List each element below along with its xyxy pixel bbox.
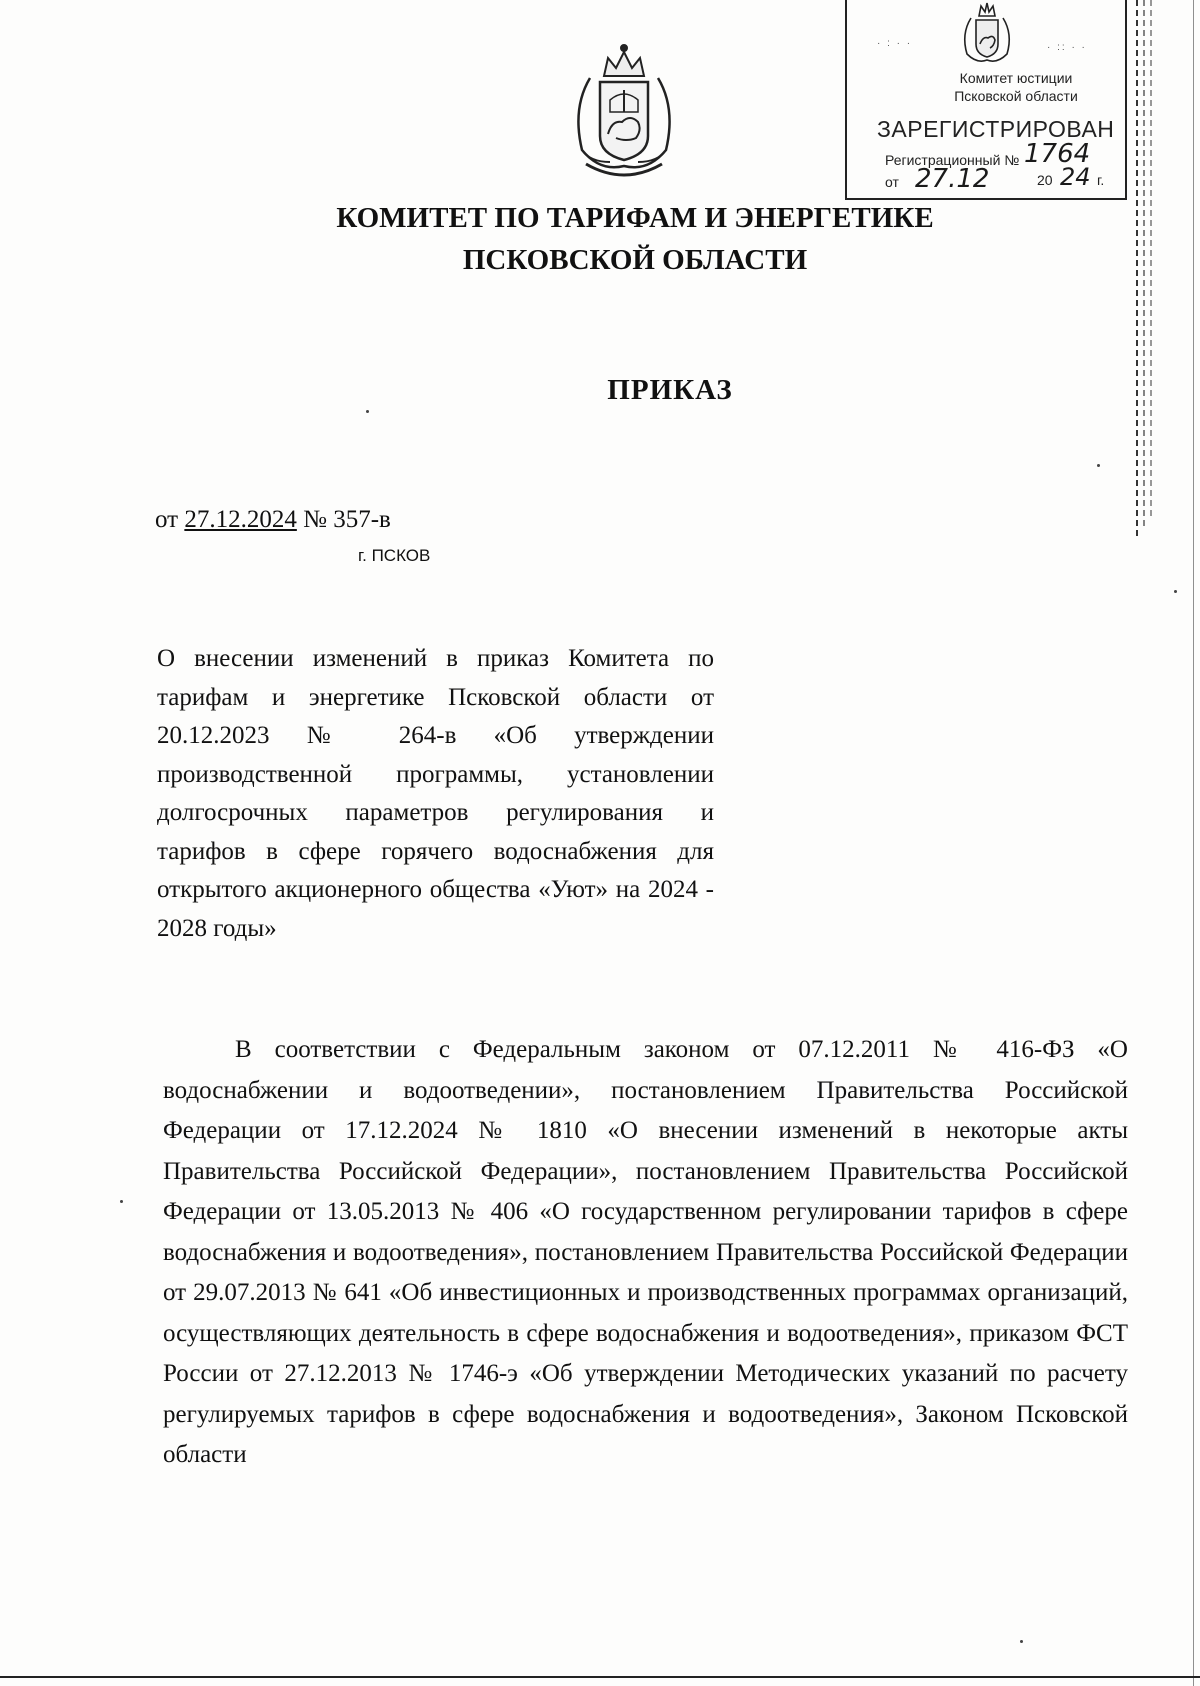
stamp-date-value: 27.12 [915,164,990,194]
scan-speck [120,1200,123,1203]
scan-edge-line [1143,0,1145,530]
scan-edge-line [1150,0,1152,520]
org-title-line1: КОМИТЕТ ПО ТАРИФАМ И ЭНЕРГЕТИКЕ [336,202,934,234]
order-date-prefix: от [155,506,185,533]
stamp-coat-of-arms-icon [957,0,1017,66]
stamp-date-label: от [885,174,899,190]
order-number: № 357-в [296,506,391,533]
scan-edge-line [1136,0,1138,540]
order-body-paragraph: В соответствии с Федеральным законом от 07.12.2011 № 416-ФЗ «О водоснабжении и водоотведении», постановлением Правительства Российской Федерации от 17.12.2024 № 1810 «О внесении изменений в некоторые акты Правительства Российской Федерации», постановлением Правительства Российской Федерации от 13.05.2013 № 406 «О государственном регулировании тарифов в сфере водоснабжения и водоотведения», постановлением Правительства Российской Федерации от 29.07.2013 № 641 «Об инвестиционных и производственных программах организаций, осуществляющих деятельность в сфере водоснабжения и водоотведения», приказом ФСТ России от 27.12.2013 № 1746-э «Об утверждении Методических указаний по расчету регулируемых тарифов в сфере водоснабжения и водоотведения», Законом Псковской области [163,1036,1128,1468]
scan-speck [1174,590,1177,593]
stamp-year-suffix: г. [1097,172,1105,188]
stamp-org-line2: Псковской области [954,88,1078,104]
registration-stamp [845,0,1127,200]
stamp-speck: · :: · · [1047,42,1087,53]
scan-speck [1020,1640,1023,1643]
stamp-org-line1: Комитет юстиции [959,70,1073,86]
scan-speck [366,410,369,413]
order-subject: О внесении изменений в приказ Комитета по тарифам и энергетике Псковской области от 20.12.2023 № 264-в «Об утверждении производственной программы, установлении долгосрочных параметров регулирования и тарифов в сфере горячего водоснабжения для открытого акционерного общества «Уют» на 2024 - 2028 годы» [157,645,714,942]
stamp-year-prefix: 20 [1037,172,1053,188]
stamp-reg-number-label: Регистрационный № [885,152,1020,168]
scan-bottom-line [0,1676,1200,1678]
scan-right-line [1193,0,1194,1686]
stamp-reg-number-value: 1764 [1024,139,1091,169]
org-title-line2: ПСКОВСКОЙ ОБЛАСТИ [462,244,808,276]
stamp-year-value: 24 [1060,163,1091,191]
scan-speck [1097,464,1100,467]
order-date: 27.12.2024 [184,506,297,533]
coat-of-arms-icon [560,38,688,180]
order-city: г. ПСКОВ [358,546,431,565]
order-date-line [155,506,391,534]
stamp-status: ЗАРЕГИСТРИРОВАН [877,116,1115,142]
stamp-speck: · : · · [877,38,913,49]
document-type: ПРИКАЗ [607,374,733,406]
